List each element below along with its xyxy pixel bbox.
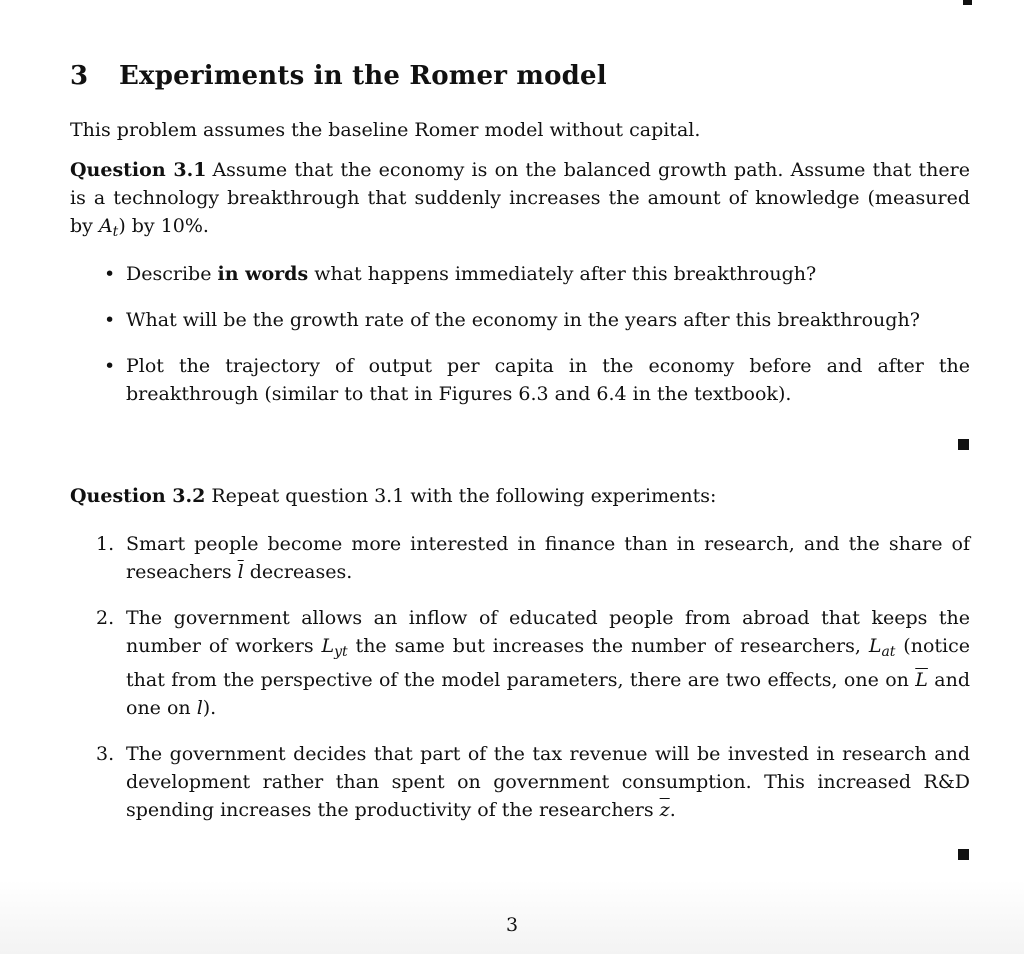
var-L-bar: $\overline{L}$ bbox=[915, 669, 928, 691]
var-A-sub: t bbox=[112, 224, 119, 240]
bullet-bold-text: in words bbox=[217, 263, 309, 285]
item-text: The government allows an inflow of educated people from abroad that keeps the number of workers bbox=[126, 607, 970, 657]
experiment-list bbox=[70, 530, 970, 842]
bullet-glyph: • bbox=[104, 355, 116, 377]
var-l: l bbox=[196, 697, 203, 719]
item-number: 1. bbox=[96, 533, 115, 555]
item-text: . bbox=[669, 799, 676, 821]
list-item bbox=[70, 604, 970, 722]
page-number: 3 bbox=[505, 914, 519, 936]
question-3-1 bbox=[70, 156, 970, 246]
section-title: Experiments in the Romer model bbox=[119, 61, 607, 91]
question-3-1-bullets bbox=[70, 260, 970, 426]
section-title-row bbox=[70, 60, 970, 92]
item-number: 3. bbox=[96, 743, 115, 765]
bullet-text: What will be the growth rate of the economy in the years after this breakthrough? bbox=[126, 309, 920, 331]
var-L-workers-sub: yt bbox=[334, 644, 348, 660]
bullet-glyph: • bbox=[104, 309, 116, 331]
bullet-glyph: • bbox=[104, 263, 116, 285]
item-text: ). bbox=[202, 697, 217, 719]
list-item bbox=[70, 306, 970, 334]
intro-paragraph: This problem assumes the baseline Romer model without capital. bbox=[70, 119, 701, 141]
list-item bbox=[70, 352, 970, 408]
list-item bbox=[70, 260, 970, 288]
item-text: Smart people become more interested in finance than in research, and the share of reseachers bbox=[126, 533, 970, 583]
section-number: 3 bbox=[70, 61, 89, 91]
var-z-bar: $\overline{z}$ bbox=[659, 799, 670, 821]
var-l-bar: $\overline{l}$ bbox=[237, 561, 244, 583]
var-A: A bbox=[98, 215, 113, 237]
bullet-text: Describe bbox=[126, 263, 218, 285]
var-L-researchers: L bbox=[868, 635, 882, 657]
qed-square-2 bbox=[958, 849, 969, 860]
item-number: 2. bbox=[96, 607, 115, 629]
section-heading bbox=[70, 60, 970, 92]
item-text: and one on bbox=[126, 669, 970, 719]
var-L-workers: L bbox=[321, 635, 335, 657]
item-text: decreases. bbox=[243, 561, 353, 583]
bullet-text: what happens immediately after this breakthrough? bbox=[308, 263, 817, 285]
question-label: Question 3.2 bbox=[70, 485, 206, 507]
list-item bbox=[70, 530, 970, 586]
question-text: Repeat question 3.1 with the following experiments: bbox=[211, 485, 717, 507]
corner-mark bbox=[963, 0, 972, 5]
question-text-a: Assume that the economy is on the balanced growth path. Assume that there is a technology breakthrough that suddenly increases the amount of knowledge (measured by bbox=[70, 159, 970, 237]
question-text-b: ) by 10%. bbox=[118, 215, 209, 237]
item-text: the same but increases the number of researchers, bbox=[347, 635, 869, 657]
question-label: Question 3.1 bbox=[70, 159, 207, 181]
list-item bbox=[70, 740, 970, 824]
item-text: The government decides that part of the tax revenue will be invested in research and development rather than spent on government consumption. This increased R&D spending increases the productivity of the researchers bbox=[126, 743, 970, 821]
question-3-2 bbox=[70, 482, 970, 510]
bullet-text: Plot the trajectory of output per capita in the economy before and after the breakthrough (similar to that in Figures 6.3 and 6.4 in the textbook). bbox=[126, 355, 970, 405]
item-text: (notice that from the perspective of the model parameters, there are two effects, one on bbox=[126, 635, 970, 691]
var-L-researchers-sub: at bbox=[881, 644, 896, 660]
qed-square-1 bbox=[958, 439, 969, 450]
